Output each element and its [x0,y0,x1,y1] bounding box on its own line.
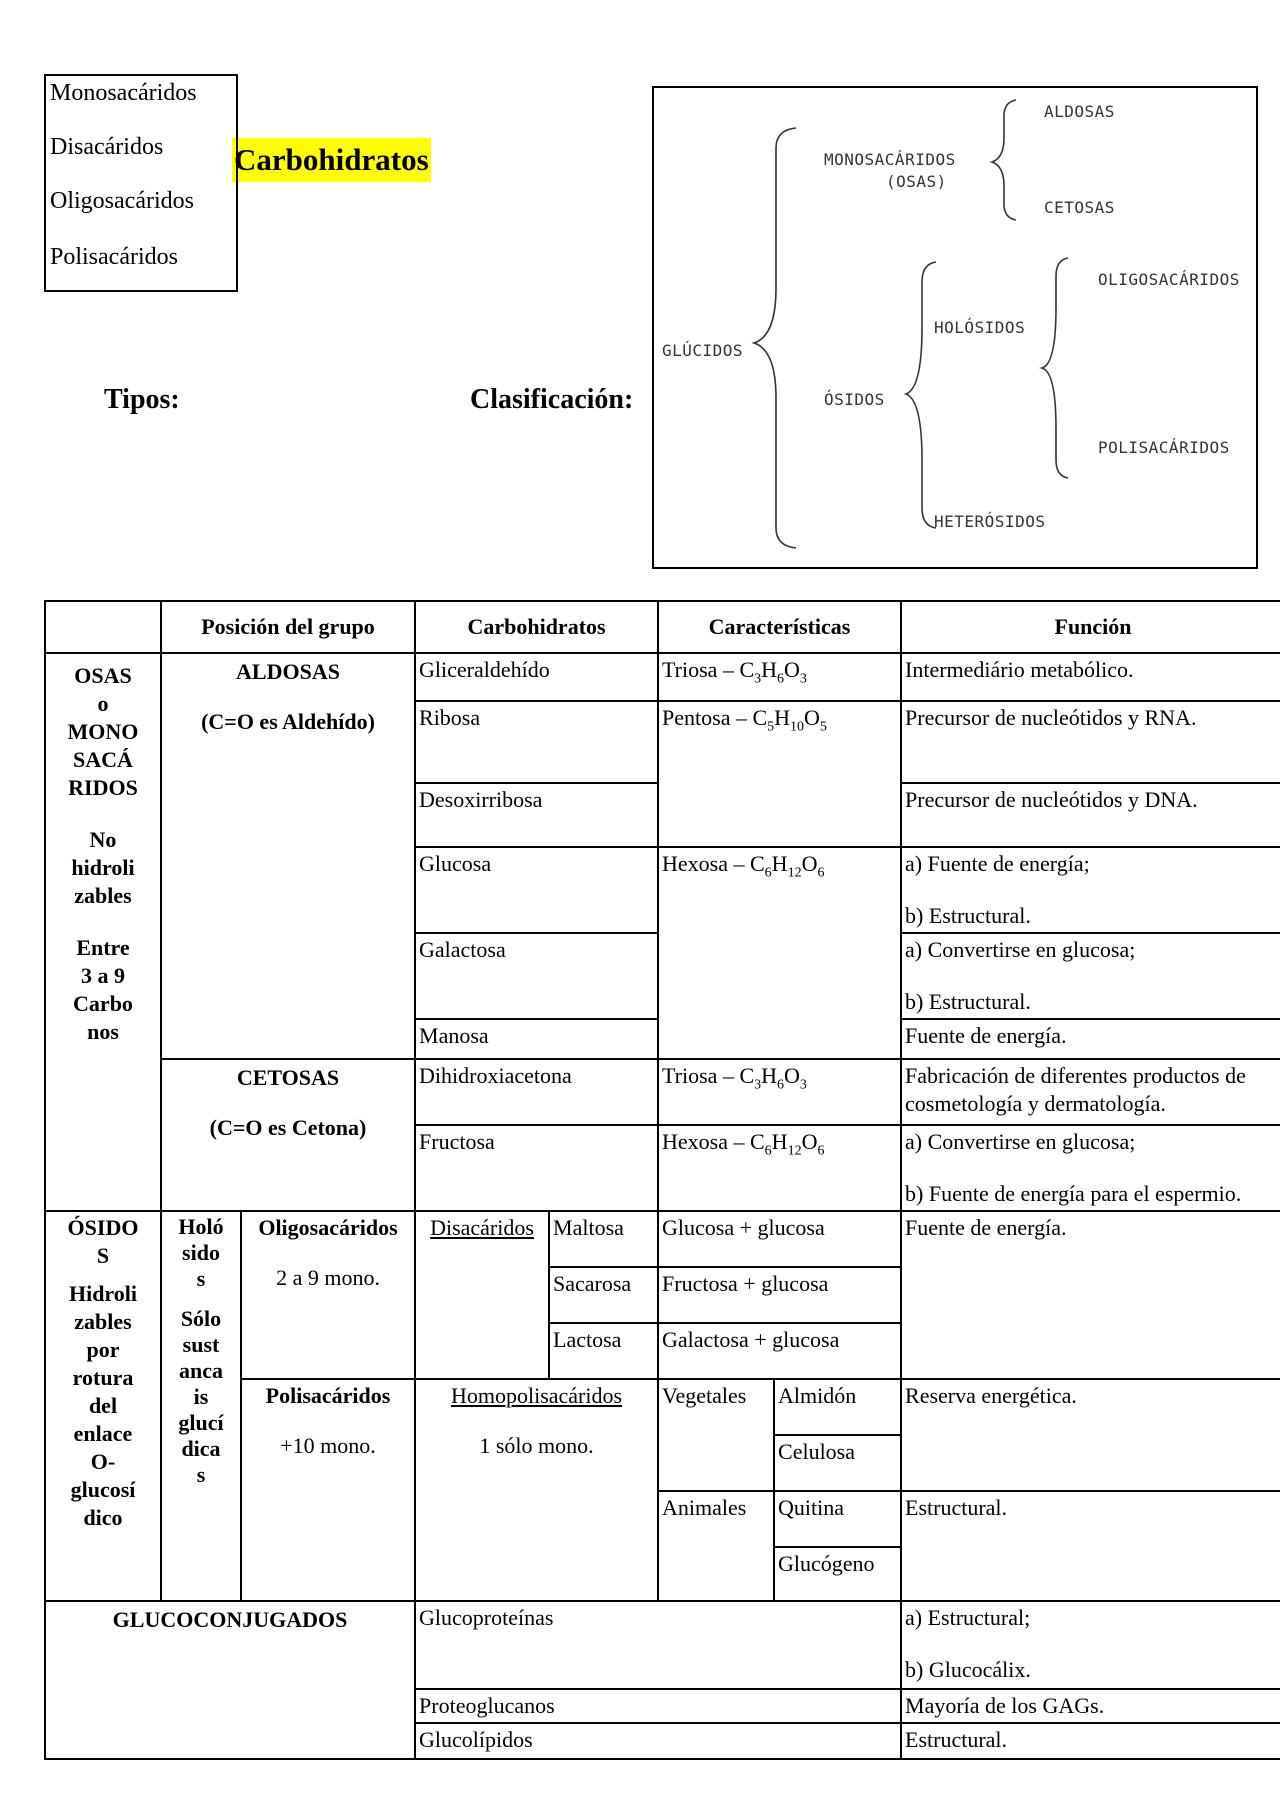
glucoproteinas-name: Glucoproteínas [415,1601,901,1689]
quitina-name: Quitina [774,1491,901,1547]
dihidroxiacetona-funcion: Fabricación de diferentes productos de cosmetología y dermatología. [901,1059,1280,1125]
classification-diagram [652,86,1258,569]
glucogeno-name: Glucógeno [774,1547,901,1601]
dihidroxiacetona-name: Dihidroxiacetona [415,1059,658,1125]
diagram-osas: (OSAS) [886,172,947,191]
brace-osidos [906,262,936,528]
type-disacaridos: Disacáridos [50,134,164,160]
diagram-osidos: ÓSIDOS [824,390,885,409]
table-row [45,1601,1280,1689]
tipos-label: Tipos: [104,384,180,415]
dihidroxiacetona-char: Triosa – $C_3H_6O_3$ [658,1059,901,1125]
hexosa-char: Hexosa – $C_6H_{12}O_6$ [658,847,901,1059]
animales-cell: Animales [658,1491,774,1601]
sacarosa-comp: Fructosa + glucosa [658,1267,901,1323]
glucosa-funcion: a) Fuente de energía; b) Estructural. [901,847,1280,933]
diagram-holosidos: HOLÓSIDOS [934,318,1026,337]
oligosacaridos-cell: Oligosacáridos 2 a 9 mono. [241,1211,415,1379]
glucosa-name: Glucosa [415,847,658,933]
gliceraldehido-name: Gliceraldehído [415,653,658,701]
manosa-funcion: Fuente de energía. [901,1019,1280,1059]
osas-cell: OSAS o MONO SACÁ RIDOS No hidroli zables Entre 3 a 9 Carbo nos [45,653,161,1211]
ribosa-funcion: Precursor de nucleótidos y RNA. [901,701,1280,783]
type-oligosacaridos: Oligosacáridos [50,188,194,214]
polisacaridos-cell: Polisacáridos +10 mono. [241,1379,415,1601]
maltosa-name: Maltosa [549,1211,658,1267]
holosidos-cell: Holó sido s Sólo sust anca is glucí dica s [161,1211,241,1601]
glucolipidos-funcion: Estructural. [901,1723,1280,1759]
table-row [45,1059,1280,1125]
proteoglucanos-name: Proteoglucanos [415,1689,901,1723]
fructosa-char: Hexosa – $C_6H_{12}O_6$ [658,1125,901,1211]
disacaridos-funcion: Fuente de energía. [901,1211,1280,1379]
maltosa-comp: Glucosa + glucosa [658,1211,901,1267]
sacarosa-name: Sacarosa [549,1267,658,1323]
header-carbohidratos: Carbohidratos [415,601,658,653]
clasificacion-label: Clasificación: [470,384,634,415]
lactosa-name: Lactosa [549,1323,658,1379]
animales-funcion: Estructural. [901,1491,1280,1601]
desoxirribosa-name: Desoxirribosa [415,783,658,847]
type-monosacaridos: Monosacáridos [50,80,197,106]
lactosa-comp: Galactosa + glucosa [658,1323,901,1379]
carbohydrates-table [44,600,1280,1760]
gliceraldehido-char: Triosa – $C_3H_6O_3$ [658,653,901,701]
fructosa-name: Fructosa [415,1125,658,1211]
disacaridos-cell: Disacáridos [415,1211,549,1379]
ribosa-char: Pentosa – $C_5H_{10}O_5$ [658,701,901,847]
proteoglucanos-funcion: Mayoría de los GAGs. [901,1689,1280,1723]
homopolisacaridos-cell: Homopolisacáridos 1 sólo mono. [415,1379,658,1601]
vegetales-cell: Vegetales [658,1379,774,1491]
type-polisacaridos: Polisacáridos [50,244,178,270]
diagram-monosacaridos: MONOSACÁRIDOS [824,150,956,169]
vegetales-funcion: Reserva energética. [901,1379,1280,1491]
manosa-name: Manosa [415,1019,658,1059]
table-header-row [45,601,1280,653]
diagram-glucidos: GLÚCIDOS [662,341,744,360]
header-posicion: Posición del grupo [161,601,415,653]
glucolipidos-name: Glucolípidos [415,1723,901,1759]
ribosa-name: Ribosa [415,701,658,783]
aldosas-cell: ALDOSAS (C=O es Aldehído) [161,653,415,1059]
fructosa-funcion: a) Convertirse en glucosa; b) Fuente de energía para el espermio. [901,1125,1280,1211]
diagram-cetosas: CETOSAS [1044,198,1115,217]
diagram-polisacaridos: POLISACÁRIDOS [1098,438,1230,457]
page-title: Carbohidratos [232,138,431,182]
galactosa-name: Galactosa [415,933,658,1019]
desoxirribosa-funcion: Precursor de nucleótidos y DNA. [901,783,1280,847]
brace-glucidos [754,128,796,548]
table-row [45,1211,1280,1267]
brace-holosidos [1042,258,1068,478]
header-empty [45,601,161,653]
diagram-aldosas: ALDOSAS [1044,102,1115,121]
header-funcion: Función [901,601,1280,653]
osidos-cell: ÓSIDO S Hidroli zables por rotura del enlace O- glucosí dico [45,1211,161,1601]
diagram-heterosidos: HETERÓSIDOS [934,512,1046,531]
glucoproteinas-funcion: a) Estructural; b) Glucocálix. [901,1601,1280,1689]
glucoconjugados-cell: GLUCOCONJUGADOS [45,1601,415,1759]
diagram-oligosacaridos: OLIGOSACÁRIDOS [1098,270,1240,289]
almidon-name: Almidón [774,1379,901,1435]
cetosas-cell: CETOSAS (C=O es Cetona) [161,1059,415,1211]
header-caracteristicas: Características [658,601,901,653]
galactosa-funcion: a) Convertirse en glucosa; b) Estructural. [901,933,1280,1019]
gliceraldehido-funcion: Intermediário metabólico. [901,653,1280,701]
brace-monosacaridos [992,100,1016,220]
table-row [45,653,1280,701]
types-box [44,74,238,292]
celulosa-name: Celulosa [774,1435,901,1491]
